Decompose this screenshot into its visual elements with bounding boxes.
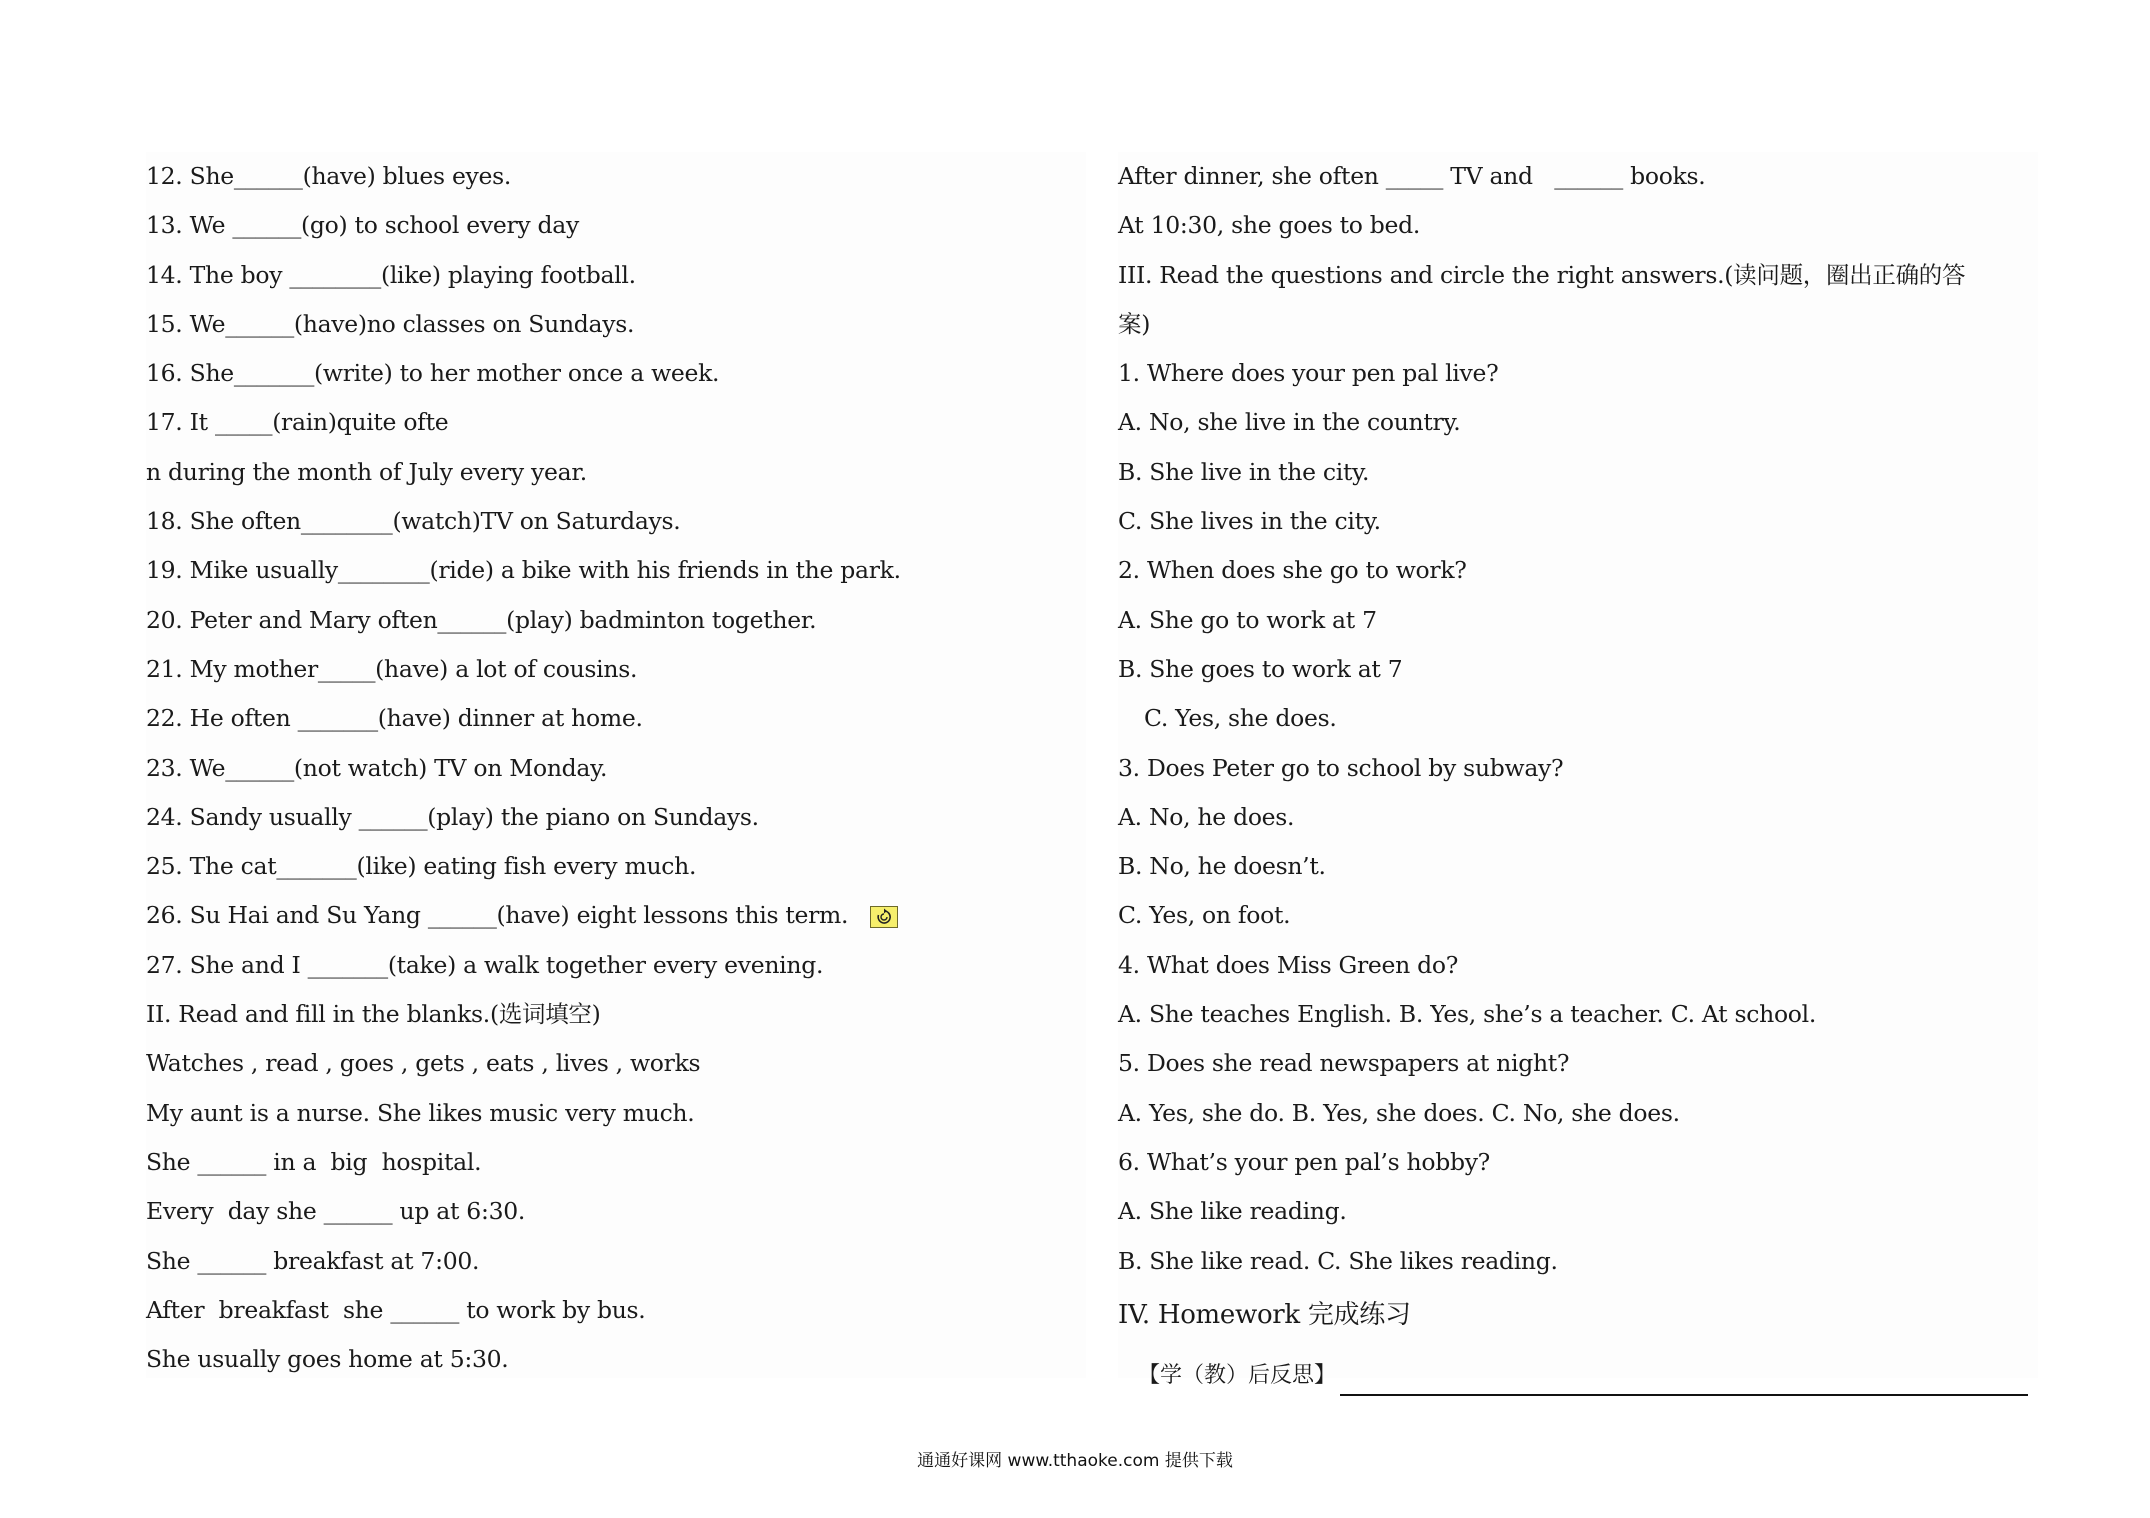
page-footer: 通通好课网 www.tthaoke.com 提供下载 — [917, 1451, 1233, 1471]
exercise-line: 21. My mother_____(have) a lot of cousins. — [146, 654, 638, 683]
passage-line: She ______ in a big hospital. — [146, 1147, 482, 1176]
answer-options: A. She teaches English. B. Yes, she’s a teacher. C. At school. — [1118, 1000, 1817, 1029]
answer-option: C. She lives in the city. — [1118, 507, 1381, 536]
word-bank: Watches , read , goes , gets , eats , lives , works — [146, 1049, 701, 1078]
answer-option: A. No, she live in the country. — [1118, 408, 1461, 437]
exercise-line: 23. We______(not watch) TV on Monday. — [146, 753, 608, 782]
exercise-line-with-icon — [146, 891, 1086, 940]
refresh-icon[interactable] — [870, 906, 898, 928]
answer-option: B. She goes to work at 7 — [1118, 654, 1403, 683]
passage-line: My aunt is a nurse. She likes music very much. — [146, 1098, 695, 1127]
exercise-line: 27. She and I _______(take) a walk together every evening. — [146, 950, 824, 979]
exercise-line: 17. It _____(rain)quite ofte — [146, 408, 449, 437]
exercise-line: 14. The boy ________(like) playing football. — [146, 260, 636, 289]
question: 2. When does she go to work? — [1118, 556, 1467, 585]
left-column — [146, 152, 1086, 1378]
question: 4. What does Miss Green do? — [1118, 950, 1459, 979]
exercise-line: 18. She often________(watch)TV on Saturdays. — [146, 507, 681, 536]
question: 6. What’s your pen pal’s hobby? — [1118, 1147, 1490, 1176]
passage-line: Every day she ______ up at 6:30. — [146, 1197, 526, 1226]
reflection-field — [1138, 1356, 2028, 1396]
passage-line: She ______ breakfast at 7:00. — [146, 1246, 480, 1275]
exercise-line: 19. Mike usually________(ride) a bike with his friends in the park. — [146, 556, 901, 585]
right-column — [1118, 152, 2038, 1378]
reflection-blank-line[interactable] — [1340, 1368, 2028, 1396]
answer-options: B. She like read. C. She likes reading. — [1118, 1246, 1558, 1275]
exercise-line: 20. Peter and Mary often______(play) badminton together. — [146, 605, 817, 634]
question: 1. Where does your pen pal live? — [1118, 359, 1499, 388]
exercise-line: 13. We ______(go) to school every day — [146, 211, 579, 240]
answer-options: A. Yes, she do. B. Yes, she does. C. No, she does. — [1118, 1098, 1680, 1127]
passage-line: She usually goes home at 5:30. — [146, 1345, 509, 1374]
exercise-line: 24. Sandy usually ______(play) the piano on Sundays. — [146, 802, 759, 831]
passage-line: After dinner, she often _____ TV and ______ books. — [1118, 162, 1706, 190]
answer-option: A. She go to work at 7 — [1118, 605, 1377, 634]
answer-option: A. No, he does. — [1118, 802, 1295, 831]
exercise-line: 15. We______(have)no classes on Sundays. — [146, 309, 635, 338]
answer-option: C. Yes, she does. — [1144, 704, 1337, 733]
exercise-line: 16. She_______(write) to her mother once a week. — [146, 359, 720, 388]
section-heading: II. Read and fill in the blanks.(选词填空) — [146, 1000, 601, 1029]
exercise-line: 22. He often _______(have) dinner at home. — [146, 704, 643, 733]
exercise-line: 12. She______(have) blues eyes. — [146, 162, 512, 190]
answer-option: C. Yes, on foot. — [1118, 901, 1291, 930]
homework-heading: IV. Homework 完成练习 — [1118, 1299, 1411, 1330]
passage-line: After breakfast she ______ to work by bus. — [146, 1295, 646, 1324]
answer-option: B. She live in the city. — [1118, 457, 1370, 486]
exercise-line: n during the month of July every year. — [146, 457, 587, 486]
section-heading-continued: 案) — [1118, 309, 1151, 338]
section-heading: III. Read the questions and circle the right answers.(读问题，圈出正确的答 — [1118, 260, 1966, 289]
question: 3. Does Peter go to school by subway? — [1118, 753, 1564, 782]
answer-option: A. She like reading. — [1118, 1197, 1347, 1226]
exercise-text: 26. Su Hai and Su Yang ______(have) eight lessons this term. — [146, 901, 849, 930]
question: 5. Does she read newspapers at night? — [1118, 1049, 1570, 1078]
reflection-label: 【学（教）后反思】 — [1138, 1363, 1337, 1388]
exercise-line: 25. The cat_______(like) eating fish every much. — [146, 852, 697, 881]
passage-line: At 10:30, she goes to bed. — [1118, 211, 1421, 240]
answer-option: B. No, he doesn’t. — [1118, 852, 1326, 881]
